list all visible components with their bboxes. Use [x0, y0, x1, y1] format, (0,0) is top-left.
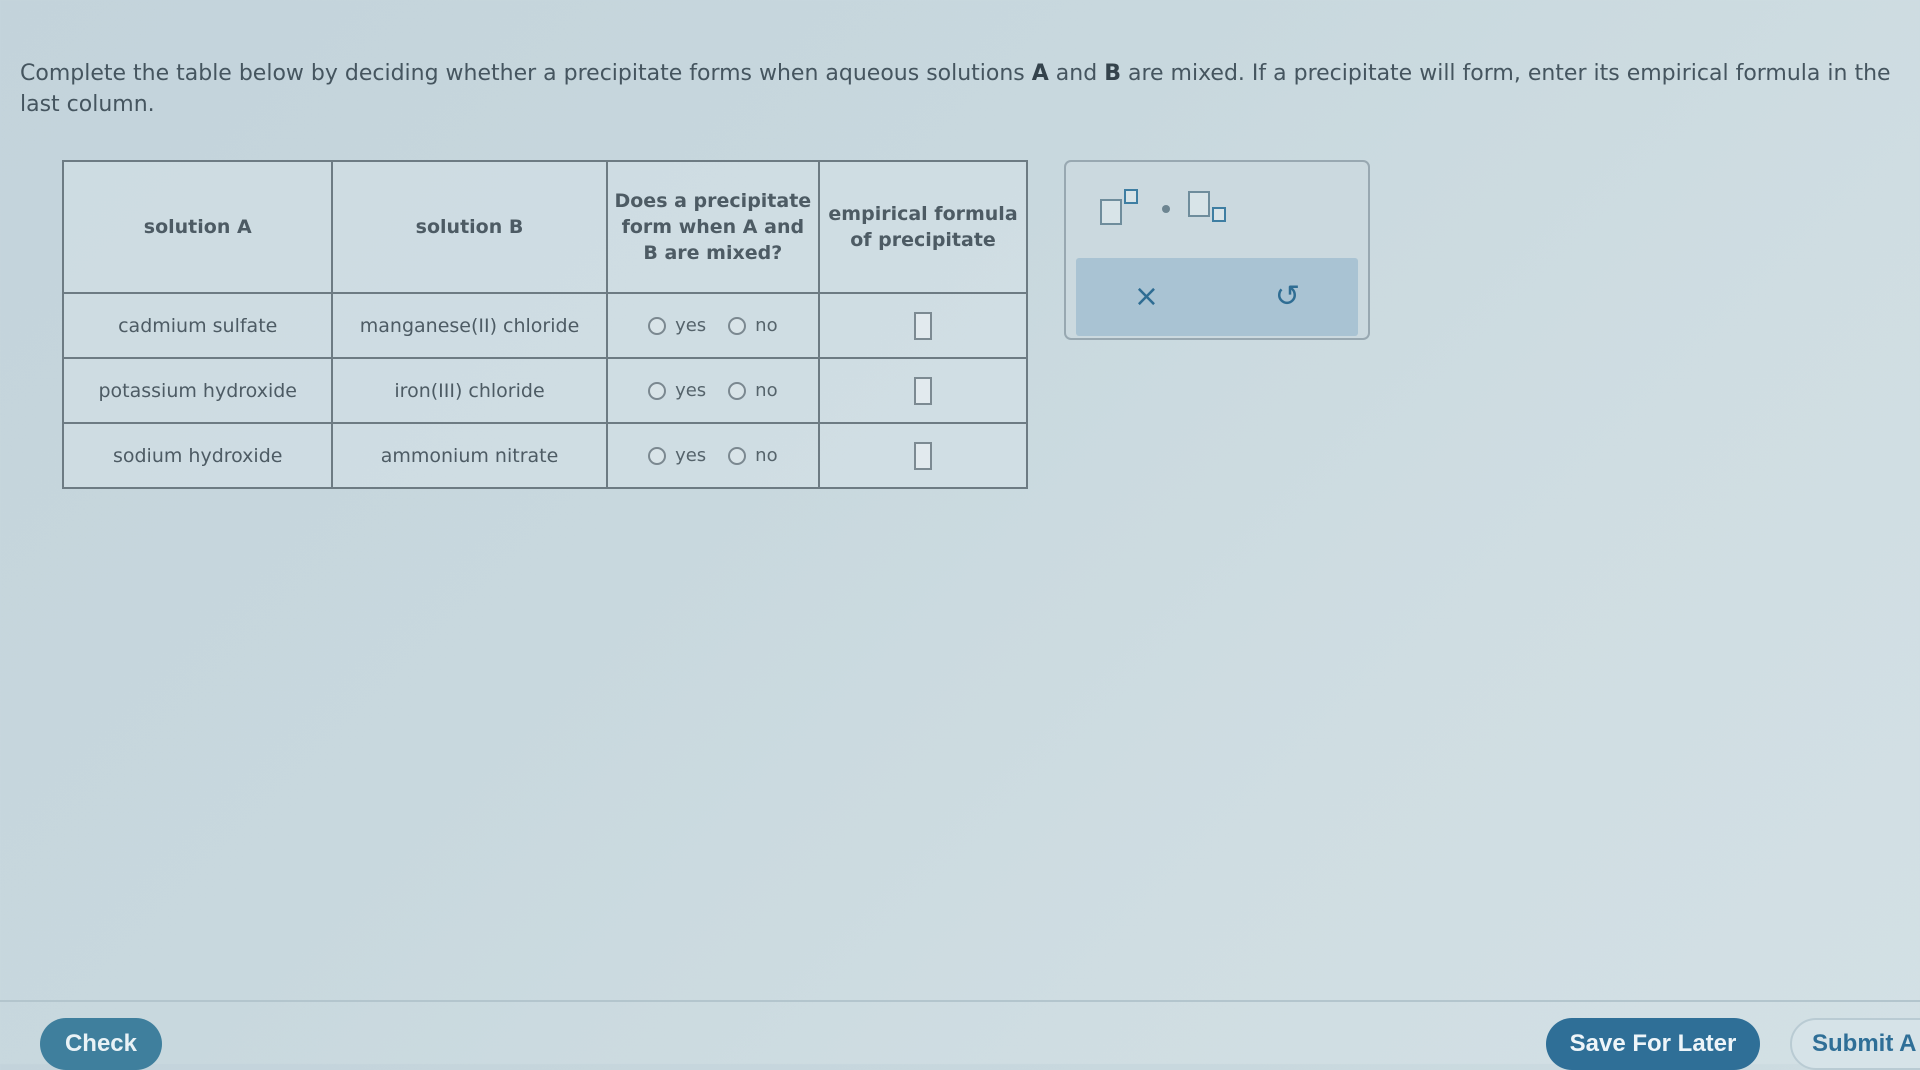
- radio-circle[interactable]: [648, 447, 666, 465]
- formula-action-bar: [1076, 258, 1358, 336]
- instructions-solution-a: A: [1031, 61, 1049, 86]
- radio-circle[interactable]: [728, 382, 746, 400]
- cell-solution-a: cadmium sulfate: [63, 293, 332, 358]
- table-row: [63, 293, 1027, 358]
- clear-button[interactable]: ×: [1133, 279, 1160, 314]
- cell-formula: [819, 423, 1027, 488]
- radio-no-label: no: [755, 380, 778, 401]
- radio-yes-label: yes: [675, 445, 707, 466]
- instructions-part-3: are mixed. If a precipitate will form, enter its empirical formula in the last column.: [20, 61, 1891, 117]
- radio-circle[interactable]: [728, 317, 746, 335]
- radio-no[interactable]: [728, 380, 777, 401]
- instructions-solution-b: B: [1104, 61, 1121, 86]
- header-precipitate-question: Does a precipitate form when A and B are mixed?: [607, 161, 819, 293]
- cell-solution-a: potassium hydroxide: [63, 358, 332, 423]
- radio-yes-label: yes: [675, 380, 707, 401]
- formula-input[interactable]: [914, 312, 932, 340]
- instructions-part-2: and: [1048, 61, 1105, 86]
- formula-input[interactable]: [914, 377, 932, 405]
- superscript-exponent-icon: [1124, 189, 1138, 204]
- table-row: [63, 423, 1027, 488]
- precipitate-table: [62, 160, 1028, 489]
- check-button[interactable]: Check: [40, 1018, 162, 1070]
- instructions-part-1: Complete the table below by deciding whether a precipitate forms when aqueous solutions: [20, 61, 1032, 86]
- cell-solution-b: manganese(II) chloride: [332, 293, 606, 358]
- superscript-base-icon: [1100, 199, 1122, 225]
- radio-no-label: no: [755, 315, 778, 336]
- instructions-text: [20, 58, 1900, 120]
- separator-dot-icon: [1162, 205, 1170, 213]
- header-empirical-formula: empirical formula of precipitate: [819, 161, 1027, 293]
- cell-solution-b: iron(III) chloride: [332, 358, 606, 423]
- table-header-row: [63, 161, 1027, 293]
- cell-precipitate-choice: [607, 293, 819, 358]
- cell-solution-a: sodium hydroxide: [63, 423, 332, 488]
- radio-yes[interactable]: [648, 445, 706, 466]
- subscript-index-icon: [1212, 207, 1226, 222]
- radio-circle[interactable]: [648, 317, 666, 335]
- precipitate-radio-group: [614, 315, 812, 336]
- radio-circle[interactable]: [648, 382, 666, 400]
- save-for-later-button[interactable]: Save For Later: [1546, 1018, 1760, 1070]
- undo-button[interactable]: ↺: [1274, 279, 1301, 314]
- radio-no[interactable]: [728, 315, 777, 336]
- radio-yes-label: yes: [675, 315, 707, 336]
- cell-precipitate-choice: [607, 358, 819, 423]
- cell-formula: [819, 358, 1027, 423]
- header-solution-b: solution B: [332, 161, 606, 293]
- radio-circle[interactable]: [728, 447, 746, 465]
- precipitate-radio-group: [614, 380, 812, 401]
- formula-tool-panel: [1064, 160, 1370, 340]
- table-row: [63, 358, 1027, 423]
- submit-button[interactable]: Submit A: [1790, 1018, 1920, 1070]
- radio-yes[interactable]: [648, 380, 706, 401]
- cell-solution-b: ammonium nitrate: [332, 423, 606, 488]
- header-solution-a: solution A: [63, 161, 332, 293]
- formula-tool-row: [1066, 162, 1368, 256]
- precipitate-radio-group: [614, 445, 812, 466]
- footer-divider: [0, 1000, 1920, 1002]
- cell-formula: [819, 293, 1027, 358]
- superscript-button[interactable]: [1098, 189, 1146, 229]
- formula-input[interactable]: [914, 442, 932, 470]
- subscript-base-icon: [1188, 191, 1210, 217]
- cell-precipitate-choice: [607, 423, 819, 488]
- radio-no[interactable]: [728, 445, 777, 466]
- radio-no-label: no: [755, 445, 778, 466]
- radio-yes[interactable]: [648, 315, 706, 336]
- subscript-button[interactable]: [1186, 189, 1234, 229]
